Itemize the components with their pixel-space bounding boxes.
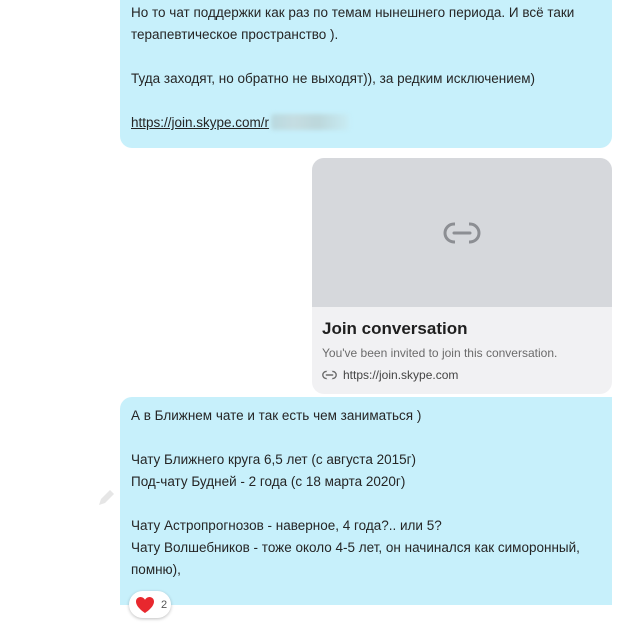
- message-link-line: [131, 112, 601, 134]
- link-preview-domain-row: [322, 367, 602, 383]
- message-line: Под-чату Будней - 2 года (с 18 марта 2020г): [131, 474, 406, 489]
- link-preview-image: [312, 158, 612, 307]
- edit-pencil-icon[interactable]: [96, 488, 116, 508]
- heart-icon: [135, 596, 155, 614]
- message-line: помню),: [131, 562, 181, 577]
- link-preview-description: You've been invited to join this conversation.: [322, 346, 558, 360]
- link-chain-icon: [322, 370, 337, 380]
- message-line: А в Ближнем чате и так есть чем заниматься ): [131, 408, 422, 423]
- reaction-count: 2: [161, 598, 168, 611]
- reaction-badge[interactable]: [129, 591, 171, 618]
- message-line: терапевтическое пространство ).: [131, 27, 339, 42]
- message-blank-line: [131, 493, 601, 515]
- message-bubble-bottom[interactable]: [120, 397, 612, 605]
- redacted-link-part: [271, 114, 349, 130]
- link-preview-title: Join conversation: [322, 319, 468, 338]
- message-line: Чату Волшебников - тоже около 4-5 лет, он начинался как симоронный,: [131, 540, 580, 555]
- link-preview-body: [312, 307, 612, 383]
- link-preview-card[interactable]: [312, 158, 612, 394]
- message-blank-line: [131, 90, 601, 112]
- link-preview-domain: https://join.skype.com: [343, 368, 459, 382]
- link-chain-icon: [443, 222, 481, 244]
- message-line: Чату Ближнего круга 6,5 лет (с августа 2015г): [131, 452, 417, 467]
- message-line: Туда заходят, но обратно не выходят)), за редким исключением): [131, 71, 536, 86]
- message-blank-line: [131, 46, 601, 68]
- message-bubble-top[interactable]: [120, 0, 612, 148]
- message-line: Чату Астропрогнозов - наверное, 4 года?.. или 5?: [131, 518, 442, 533]
- message-blank-line: [131, 427, 601, 449]
- skype-join-link[interactable]: https://join.skype.com/r: [131, 115, 270, 130]
- message-line: Но то чат поддержки как раз по темам нынешнего периода. И всё таки: [131, 5, 575, 20]
- message-line: [131, 0, 601, 2]
